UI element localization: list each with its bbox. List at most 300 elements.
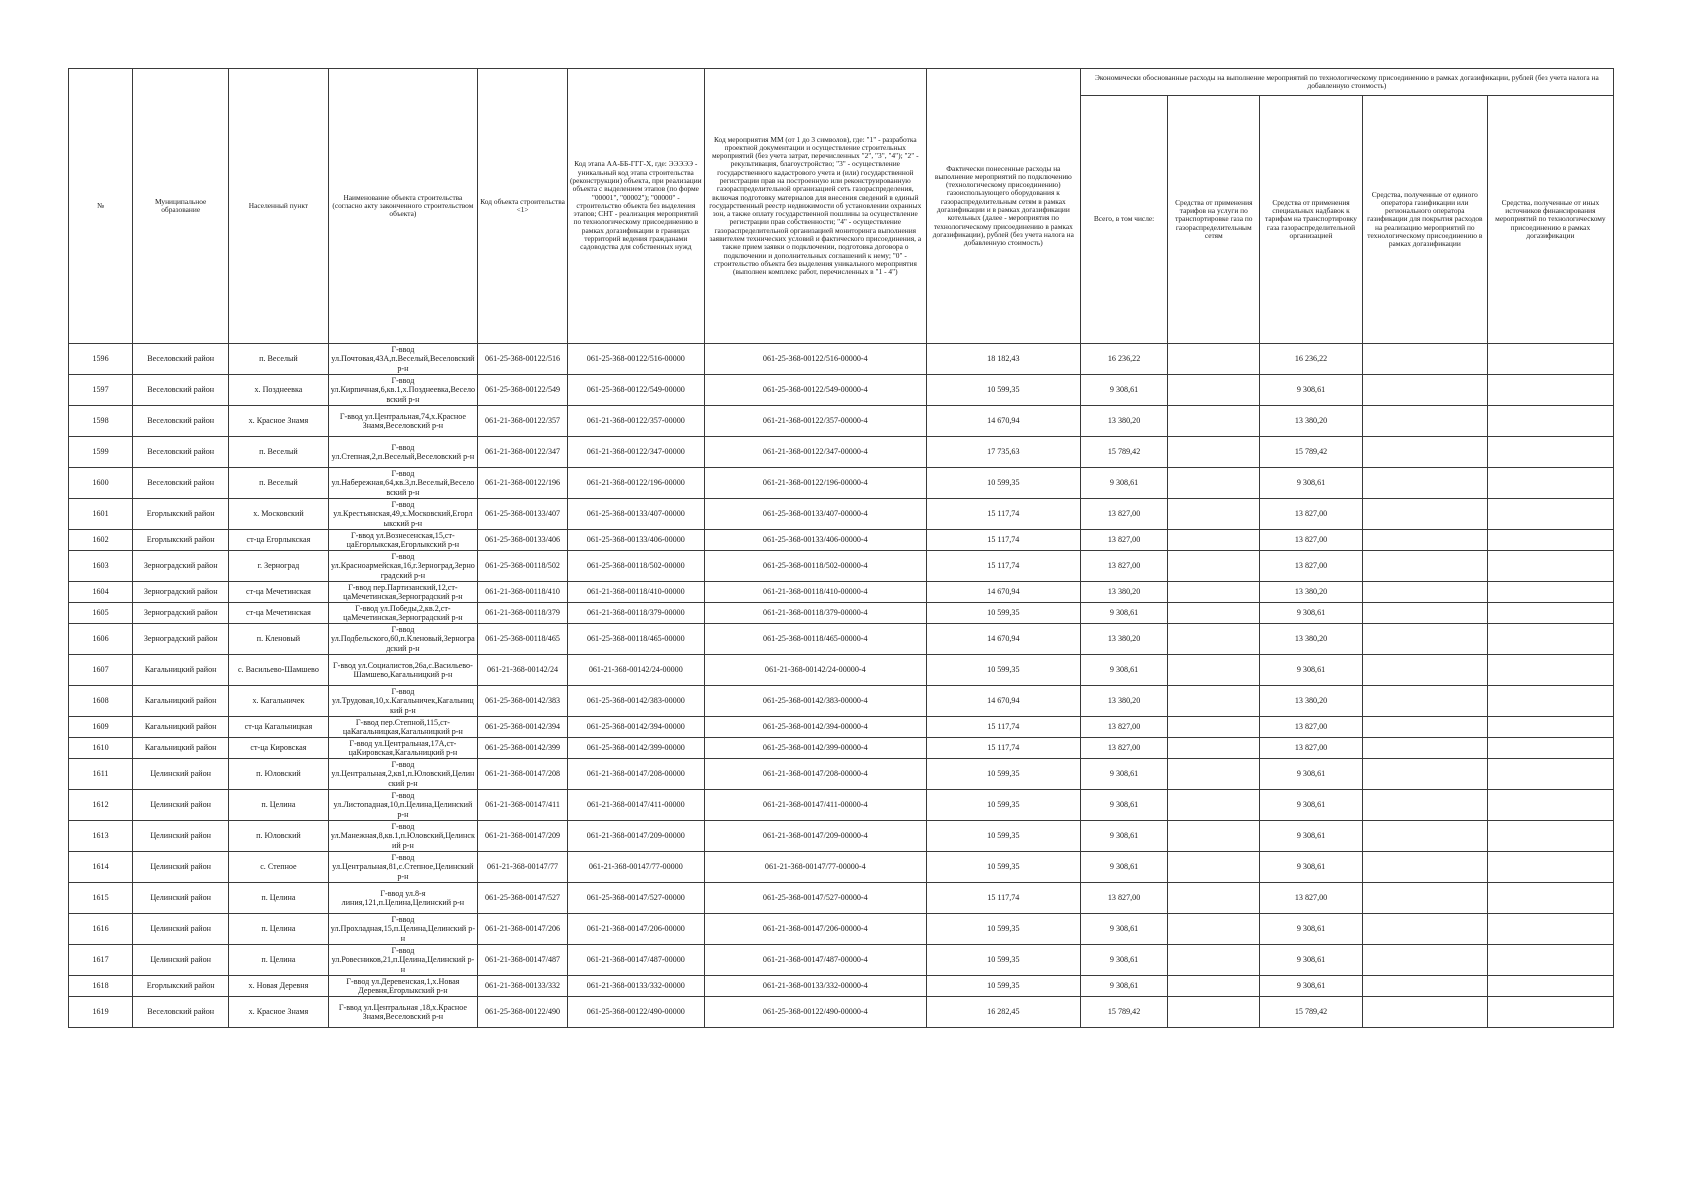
row-object-code: 061-25-368-00133/406	[478, 530, 568, 551]
row-object-name: Г-ввод ул.8-я линия,121,п.Целина,Целинский р-н	[328, 883, 478, 914]
row-stage-code: 061-21-368-00142/24-00000	[567, 655, 704, 686]
row-object-code: 061-25-368-00142/383	[478, 686, 568, 717]
row-tariff-services	[1168, 759, 1260, 790]
row-municipality: Егорлыкский район	[133, 976, 229, 997]
row-municipality: Веселовский район	[133, 344, 229, 375]
row-municipality: Целинский район	[133, 945, 229, 976]
row-settlement: п. Целина	[229, 790, 328, 821]
row-num: 1604	[69, 582, 133, 603]
row-stage-code: 061-25-368-00122/490-00000	[567, 997, 704, 1028]
row-stage-code: 061-25-368-00142/394-00000	[567, 717, 704, 738]
row-tariff-services	[1168, 603, 1260, 624]
row-municipality: Целинский район	[133, 852, 229, 883]
row-tariff-services	[1168, 976, 1260, 997]
row-stage-code: 061-21-368-00147/487-00000	[567, 945, 704, 976]
header-num: №	[69, 69, 133, 344]
row-settlement: х. Кагальничек	[229, 686, 328, 717]
row-single-operator	[1362, 344, 1487, 375]
row-num: 1600	[69, 468, 133, 499]
row-actual-costs: 17 735,63	[926, 437, 1080, 468]
row-single-operator	[1362, 406, 1487, 437]
row-special-markups: 13 827,00	[1260, 738, 1363, 759]
row-object-code: 061-21-368-00147/206	[478, 914, 568, 945]
table-row	[69, 759, 1614, 790]
row-total: 9 308,61	[1080, 852, 1168, 883]
row-single-operator	[1362, 437, 1487, 468]
row-num: 1597	[69, 375, 133, 406]
row-single-operator	[1362, 759, 1487, 790]
table-row	[69, 499, 1614, 530]
row-event-code: 061-25-368-00147/527-00000-4	[704, 883, 926, 914]
row-total: 13 827,00	[1080, 738, 1168, 759]
table-row	[69, 530, 1614, 551]
row-single-operator	[1362, 738, 1487, 759]
row-settlement: п. Целина	[229, 945, 328, 976]
row-special-markups: 9 308,61	[1260, 603, 1363, 624]
row-stage-code: 061-21-368-00122/357-00000	[567, 406, 704, 437]
row-other-sources	[1487, 344, 1613, 375]
row-actual-costs: 15 117,74	[926, 738, 1080, 759]
row-num: 1608	[69, 686, 133, 717]
table-row	[69, 914, 1614, 945]
row-num: 1605	[69, 603, 133, 624]
header-special-markups: Средства от применения специальных надбавок к тарифам на транспортировку газа газораспределительной организацией	[1260, 96, 1363, 344]
table-row	[69, 945, 1614, 976]
row-municipality: Целинский район	[133, 914, 229, 945]
row-settlement: с. Степное	[229, 852, 328, 883]
row-special-markups: 13 827,00	[1260, 530, 1363, 551]
row-event-code: 061-25-368-00118/502-00000-4	[704, 551, 926, 582]
row-settlement: п. Веселый	[229, 437, 328, 468]
row-object-name: Г-ввод ул.Трудовая,10,х.Кагальничек,Кагальницкий р-н	[328, 686, 478, 717]
row-municipality: Целинский район	[133, 883, 229, 914]
row-municipality: Кагальницкий район	[133, 717, 229, 738]
table-row	[69, 821, 1614, 852]
row-other-sources	[1487, 603, 1613, 624]
row-special-markups: 9 308,61	[1260, 852, 1363, 883]
row-total: 9 308,61	[1080, 821, 1168, 852]
row-event-code: 061-21-368-00133/332-00000-4	[704, 976, 926, 997]
header-total: Всего, в том числе:	[1080, 96, 1168, 344]
row-settlement: п. Целина	[229, 914, 328, 945]
row-object-name: Г-ввод ул.Манежная,8,кв.1,п.Юловский,Целинский р-н	[328, 821, 478, 852]
row-tariff-services	[1168, 582, 1260, 603]
row-event-code: 061-21-368-00118/410-00000-4	[704, 582, 926, 603]
row-total: 13 827,00	[1080, 883, 1168, 914]
row-total: 13 827,00	[1080, 499, 1168, 530]
row-object-name: Г-ввод ул.Крестьянская,49,х.Московский,Егорлыкский р-н	[328, 499, 478, 530]
row-single-operator	[1362, 686, 1487, 717]
row-special-markups: 15 789,42	[1260, 997, 1363, 1028]
row-stage-code: 061-21-368-00133/332-00000	[567, 976, 704, 997]
row-tariff-services	[1168, 686, 1260, 717]
row-total: 13 827,00	[1080, 530, 1168, 551]
row-actual-costs: 15 117,74	[926, 530, 1080, 551]
row-object-name: Г-ввод ул.Центральная,81,с.Степное,Целинский р-н	[328, 852, 478, 883]
row-actual-costs: 14 670,94	[926, 686, 1080, 717]
row-stage-code: 061-21-368-00147/208-00000	[567, 759, 704, 790]
data-table	[68, 68, 1614, 1028]
row-municipality: Зерноградский район	[133, 624, 229, 655]
row-total: 9 308,61	[1080, 759, 1168, 790]
row-object-code: 061-25-368-00142/394	[478, 717, 568, 738]
row-tariff-services	[1168, 655, 1260, 686]
row-object-name: Г-ввод ул.Центральная,2,кв1,п.Юловский,Целинский р-н	[328, 759, 478, 790]
row-event-code: 061-25-368-00142/383-00000-4	[704, 686, 926, 717]
row-event-code: 061-21-368-00147/487-00000-4	[704, 945, 926, 976]
row-object-code: 061-25-368-00142/399	[478, 738, 568, 759]
row-object-code: 061-25-368-00118/502	[478, 551, 568, 582]
row-object-code: 061-25-368-00147/527	[478, 883, 568, 914]
row-num: 1606	[69, 624, 133, 655]
row-num: 1603	[69, 551, 133, 582]
row-num: 1619	[69, 997, 133, 1028]
row-special-markups: 13 827,00	[1260, 883, 1363, 914]
row-municipality: Кагальницкий район	[133, 655, 229, 686]
row-special-markups: 9 308,61	[1260, 375, 1363, 406]
row-event-code: 061-25-368-00142/394-00000-4	[704, 717, 926, 738]
row-settlement: п. Веселый	[229, 344, 328, 375]
row-municipality: Зерноградский район	[133, 603, 229, 624]
row-object-name: Г-ввод пер.Степной,115,ст-цаКагальницкая,Кагальницкий р-н	[328, 717, 478, 738]
row-num: 1615	[69, 883, 133, 914]
row-other-sources	[1487, 551, 1613, 582]
row-municipality: Целинский район	[133, 790, 229, 821]
row-single-operator	[1362, 655, 1487, 686]
row-other-sources	[1487, 655, 1613, 686]
row-special-markups: 13 827,00	[1260, 551, 1363, 582]
row-actual-costs: 10 599,35	[926, 945, 1080, 976]
row-other-sources	[1487, 738, 1613, 759]
row-object-code: 061-21-368-00147/208	[478, 759, 568, 790]
row-single-operator	[1362, 530, 1487, 551]
row-actual-costs: 15 117,74	[926, 551, 1080, 582]
table-row	[69, 468, 1614, 499]
row-municipality: Кагальницкий район	[133, 686, 229, 717]
row-object-code: 061-21-368-00122/347	[478, 437, 568, 468]
row-other-sources	[1487, 759, 1613, 790]
table-row	[69, 790, 1614, 821]
row-stage-code: 061-25-368-00118/465-00000	[567, 624, 704, 655]
row-tariff-services	[1168, 717, 1260, 738]
row-settlement: с. Васильево-Шамшево	[229, 655, 328, 686]
row-stage-code: 061-21-368-00118/379-00000	[567, 603, 704, 624]
row-municipality: Веселовский район	[133, 468, 229, 499]
row-single-operator	[1362, 582, 1487, 603]
row-municipality: Егорлыкский район	[133, 499, 229, 530]
row-other-sources	[1487, 997, 1613, 1028]
row-special-markups: 9 308,61	[1260, 821, 1363, 852]
row-actual-costs: 14 670,94	[926, 624, 1080, 655]
row-other-sources	[1487, 914, 1613, 945]
row-single-operator	[1362, 945, 1487, 976]
row-municipality: Целинский район	[133, 759, 229, 790]
row-other-sources	[1487, 945, 1613, 976]
row-settlement: п. Веселый	[229, 468, 328, 499]
row-object-name: Г-ввод ул.Набережная,64,кв.3,п.Веселый,Веселовский р-н	[328, 468, 478, 499]
row-object-code: 061-21-368-00147/411	[478, 790, 568, 821]
row-actual-costs: 10 599,35	[926, 852, 1080, 883]
row-tariff-services	[1168, 468, 1260, 499]
row-event-code: 061-25-368-00122/549-00000-4	[704, 375, 926, 406]
row-settlement: ст-ца Егорлыкская	[229, 530, 328, 551]
row-object-name: Г-ввод ул.Социалистов,26а,с.Васильево-Шамшево,Кагальницкий р-н	[328, 655, 478, 686]
header-municipality: Муниципальное образование	[133, 69, 229, 344]
row-actual-costs: 15 117,74	[926, 499, 1080, 530]
row-event-code: 061-21-368-00122/196-00000-4	[704, 468, 926, 499]
row-stage-code: 061-21-368-00147/411-00000	[567, 790, 704, 821]
table-row	[69, 976, 1614, 997]
row-num: 1614	[69, 852, 133, 883]
header-object-code: Код объекта строительства <1>	[478, 69, 568, 344]
row-object-code: 061-21-368-00147/487	[478, 945, 568, 976]
row-object-name: Г-ввод ул.Красноармейская,16,г.Зерноград,Зерноградский р-н	[328, 551, 478, 582]
row-actual-costs: 10 599,35	[926, 790, 1080, 821]
row-total: 9 308,61	[1080, 976, 1168, 997]
row-single-operator	[1362, 375, 1487, 406]
header-other-sources: Средства, полученные от иных источников финансирования мероприятий по технологическому присоединению в рамках догазификации	[1487, 96, 1613, 344]
row-special-markups: 15 789,42	[1260, 437, 1363, 468]
row-single-operator	[1362, 551, 1487, 582]
row-actual-costs: 10 599,35	[926, 603, 1080, 624]
row-other-sources	[1487, 530, 1613, 551]
row-actual-costs: 14 670,94	[926, 406, 1080, 437]
row-num: 1610	[69, 738, 133, 759]
row-special-markups: 9 308,61	[1260, 655, 1363, 686]
row-object-name: Г-ввод ул.Прохладная,15,п.Целина,Целинский р-н	[328, 914, 478, 945]
row-stage-code: 061-25-368-00122/516-00000	[567, 344, 704, 375]
header-settlement: Населенный пункт	[229, 69, 328, 344]
row-total: 9 308,61	[1080, 603, 1168, 624]
header-econ-group: Экономически обоснованные расходы на выполнение мероприятий по технологическому присоединению в рамках догазификации, рублей (без учета налога на добавленную стоимость)	[1080, 69, 1613, 96]
row-municipality: Егорлыкский район	[133, 530, 229, 551]
row-actual-costs: 16 282,45	[926, 997, 1080, 1028]
row-total: 13 380,20	[1080, 582, 1168, 603]
row-num: 1612	[69, 790, 133, 821]
row-num: 1607	[69, 655, 133, 686]
row-municipality: Зерноградский район	[133, 551, 229, 582]
row-object-code: 061-21-368-00122/357	[478, 406, 568, 437]
row-settlement: х. Красное Знамя	[229, 406, 328, 437]
row-total: 13 827,00	[1080, 551, 1168, 582]
row-total: 13 380,20	[1080, 624, 1168, 655]
table-row	[69, 624, 1614, 655]
row-object-name: Г-ввод ул.Почтовая,43А,п.Веселый,Веселовский р-н	[328, 344, 478, 375]
row-special-markups: 13 380,20	[1260, 582, 1363, 603]
row-object-code: 061-21-368-00142/24	[478, 655, 568, 686]
row-object-code: 061-21-368-00133/332	[478, 976, 568, 997]
row-single-operator	[1362, 976, 1487, 997]
row-actual-costs: 10 599,35	[926, 655, 1080, 686]
table-row	[69, 738, 1614, 759]
row-other-sources	[1487, 717, 1613, 738]
row-stage-code: 061-25-368-00147/527-00000	[567, 883, 704, 914]
row-actual-costs: 10 599,35	[926, 914, 1080, 945]
row-total: 9 308,61	[1080, 375, 1168, 406]
row-special-markups: 9 308,61	[1260, 468, 1363, 499]
table-row	[69, 551, 1614, 582]
row-other-sources	[1487, 499, 1613, 530]
row-other-sources	[1487, 375, 1613, 406]
row-object-code: 061-25-368-00122/490	[478, 997, 568, 1028]
table-row	[69, 406, 1614, 437]
row-total: 16 236,22	[1080, 344, 1168, 375]
table-row	[69, 344, 1614, 375]
row-settlement: ст-ца Кировская	[229, 738, 328, 759]
row-tariff-services	[1168, 997, 1260, 1028]
row-other-sources	[1487, 582, 1613, 603]
row-total: 9 308,61	[1080, 790, 1168, 821]
row-num: 1599	[69, 437, 133, 468]
row-event-code: 061-21-368-00147/208-00000-4	[704, 759, 926, 790]
row-tariff-services	[1168, 738, 1260, 759]
table-row	[69, 437, 1614, 468]
row-tariff-services	[1168, 551, 1260, 582]
row-actual-costs: 10 599,35	[926, 468, 1080, 499]
row-special-markups: 9 308,61	[1260, 914, 1363, 945]
row-event-code: 061-21-368-00122/347-00000-4	[704, 437, 926, 468]
row-event-code: 061-21-368-00118/379-00000-4	[704, 603, 926, 624]
row-special-markups: 13 380,20	[1260, 406, 1363, 437]
row-object-name: Г-ввод ул.Ровесников,21,п.Целина,Целинский р-н	[328, 945, 478, 976]
row-num: 1602	[69, 530, 133, 551]
table-row	[69, 582, 1614, 603]
row-total: 15 789,42	[1080, 437, 1168, 468]
row-num: 1598	[69, 406, 133, 437]
row-stage-code: 061-21-368-00122/196-00000	[567, 468, 704, 499]
row-tariff-services	[1168, 499, 1260, 530]
row-num: 1611	[69, 759, 133, 790]
row-municipality: Целинский район	[133, 821, 229, 852]
row-tariff-services	[1168, 790, 1260, 821]
header-actual-costs: Фактически понесенные расходы на выполнение мероприятий по подключению (технологическому присоединению) газоиспользующего оборудования к газораспределительным сетям в рамках догазификации и в рамках догазификации котельных (далее - мероприятия по технологическому присоединению в рамках догазификации), рублей (без учета налога на добавленную стоимость)	[926, 69, 1080, 344]
row-total: 9 308,61	[1080, 468, 1168, 499]
row-settlement: х. Позднеевка	[229, 375, 328, 406]
row-single-operator	[1362, 997, 1487, 1028]
row-actual-costs: 18 182,43	[926, 344, 1080, 375]
row-other-sources	[1487, 406, 1613, 437]
header-tariff-services: Средства от применения тарифов на услуги по транспортировке газа по газораспределительным сетям	[1168, 96, 1260, 344]
row-actual-costs: 15 117,74	[926, 717, 1080, 738]
row-event-code: 061-25-368-00122/490-00000-4	[704, 997, 926, 1028]
row-settlement: п. Целина	[229, 883, 328, 914]
row-other-sources	[1487, 790, 1613, 821]
row-single-operator	[1362, 468, 1487, 499]
row-total: 13 827,00	[1080, 717, 1168, 738]
row-object-code: 061-25-368-00122/516	[478, 344, 568, 375]
row-stage-code: 061-25-368-00118/502-00000	[567, 551, 704, 582]
row-object-name: Г-ввод ул.Листопадная,10,п.Целина,Целинский р-н	[328, 790, 478, 821]
row-total: 9 308,61	[1080, 945, 1168, 976]
row-settlement: ст-ца Кагальницкая	[229, 717, 328, 738]
row-tariff-services	[1168, 406, 1260, 437]
row-stage-code: 061-21-368-00147/209-00000	[567, 821, 704, 852]
row-object-code: 061-21-368-00118/379	[478, 603, 568, 624]
row-total: 13 380,20	[1080, 406, 1168, 437]
row-tariff-services	[1168, 437, 1260, 468]
row-event-code: 061-25-368-00133/406-00000-4	[704, 530, 926, 551]
row-object-code: 061-25-368-00133/407	[478, 499, 568, 530]
row-settlement: п. Юловский	[229, 759, 328, 790]
row-municipality: Веселовский район	[133, 997, 229, 1028]
row-other-sources	[1487, 624, 1613, 655]
row-actual-costs: 10 599,35	[926, 759, 1080, 790]
row-object-name: Г-ввод ул.Центральная ,18,х.Красное Знамя,Веселовский р-н	[328, 997, 478, 1028]
row-special-markups: 9 308,61	[1260, 976, 1363, 997]
row-tariff-services	[1168, 945, 1260, 976]
row-settlement: х. Московский	[229, 499, 328, 530]
row-single-operator	[1362, 883, 1487, 914]
row-event-code: 061-25-368-00118/465-00000-4	[704, 624, 926, 655]
row-actual-costs: 14 670,94	[926, 582, 1080, 603]
row-special-markups: 9 308,61	[1260, 945, 1363, 976]
row-settlement: п. Кленовый	[229, 624, 328, 655]
row-num: 1596	[69, 344, 133, 375]
row-other-sources	[1487, 976, 1613, 997]
row-stage-code: 061-21-368-00147/77-00000	[567, 852, 704, 883]
row-stage-code: 061-25-368-00122/549-00000	[567, 375, 704, 406]
row-single-operator	[1362, 852, 1487, 883]
row-num: 1617	[69, 945, 133, 976]
row-object-code: 061-25-368-00122/549	[478, 375, 568, 406]
row-single-operator	[1362, 790, 1487, 821]
row-special-markups: 16 236,22	[1260, 344, 1363, 375]
row-settlement: х. Новая Деревня	[229, 976, 328, 997]
row-object-code: 061-25-368-00118/465	[478, 624, 568, 655]
row-municipality: Веселовский район	[133, 406, 229, 437]
table-row	[69, 852, 1614, 883]
row-total: 15 789,42	[1080, 997, 1168, 1028]
row-object-name: Г-ввод ул.Деревенская,1,х.Новая Деревня,Егорлыкский р-н	[328, 976, 478, 997]
row-event-code: 061-21-368-00142/24-00000-4	[704, 655, 926, 686]
row-tariff-services	[1168, 821, 1260, 852]
row-tariff-services	[1168, 852, 1260, 883]
header-stage-code: Код этапа АА-ББ-ГГГ-Х, где: ЭЭЭЭЭ - уникальный код этапа строительства (реконструкции) объекта, при реализации объекта с выделением этапов (по форме "00001", "00002"); "00000" - строительство объекта без выделения этапов; СНТ - реализация мероприятий по технологическому присоединению в рамках догазификации в границах территорий ведения гражданами садоводства для собственных нужд	[567, 69, 704, 344]
row-tariff-services	[1168, 530, 1260, 551]
row-total: 13 380,20	[1080, 686, 1168, 717]
row-tariff-services	[1168, 914, 1260, 945]
row-other-sources	[1487, 468, 1613, 499]
row-event-code: 061-25-368-00142/399-00000-4	[704, 738, 926, 759]
row-num: 1613	[69, 821, 133, 852]
row-other-sources	[1487, 437, 1613, 468]
row-special-markups: 13 380,20	[1260, 624, 1363, 655]
row-num: 1609	[69, 717, 133, 738]
row-object-code: 061-21-368-00147/77	[478, 852, 568, 883]
row-single-operator	[1362, 499, 1487, 530]
row-tariff-services	[1168, 624, 1260, 655]
row-num: 1616	[69, 914, 133, 945]
row-stage-code: 061-21-368-00122/347-00000	[567, 437, 704, 468]
row-object-code: 061-21-368-00118/410	[478, 582, 568, 603]
row-object-code: 061-21-368-00147/209	[478, 821, 568, 852]
row-special-markups: 9 308,61	[1260, 759, 1363, 790]
row-object-name: Г-ввод ул.Центральная,74,х.Красное Знамя,Веселовский р-н	[328, 406, 478, 437]
row-num: 1601	[69, 499, 133, 530]
row-special-markups: 13 827,00	[1260, 717, 1363, 738]
row-object-name: Г-ввод ул.Подбельского,60,п.Кленовый,Зерноградский р-н	[328, 624, 478, 655]
row-actual-costs: 15 117,74	[926, 883, 1080, 914]
row-stage-code: 061-21-368-00147/206-00000	[567, 914, 704, 945]
row-settlement: п. Юловский	[229, 821, 328, 852]
row-total: 9 308,61	[1080, 914, 1168, 945]
row-special-markups: 13 380,20	[1260, 686, 1363, 717]
row-single-operator	[1362, 914, 1487, 945]
table-row	[69, 375, 1614, 406]
row-other-sources	[1487, 852, 1613, 883]
row-stage-code: 061-25-368-00133/407-00000	[567, 499, 704, 530]
row-event-code: 061-25-368-00122/516-00000-4	[704, 344, 926, 375]
